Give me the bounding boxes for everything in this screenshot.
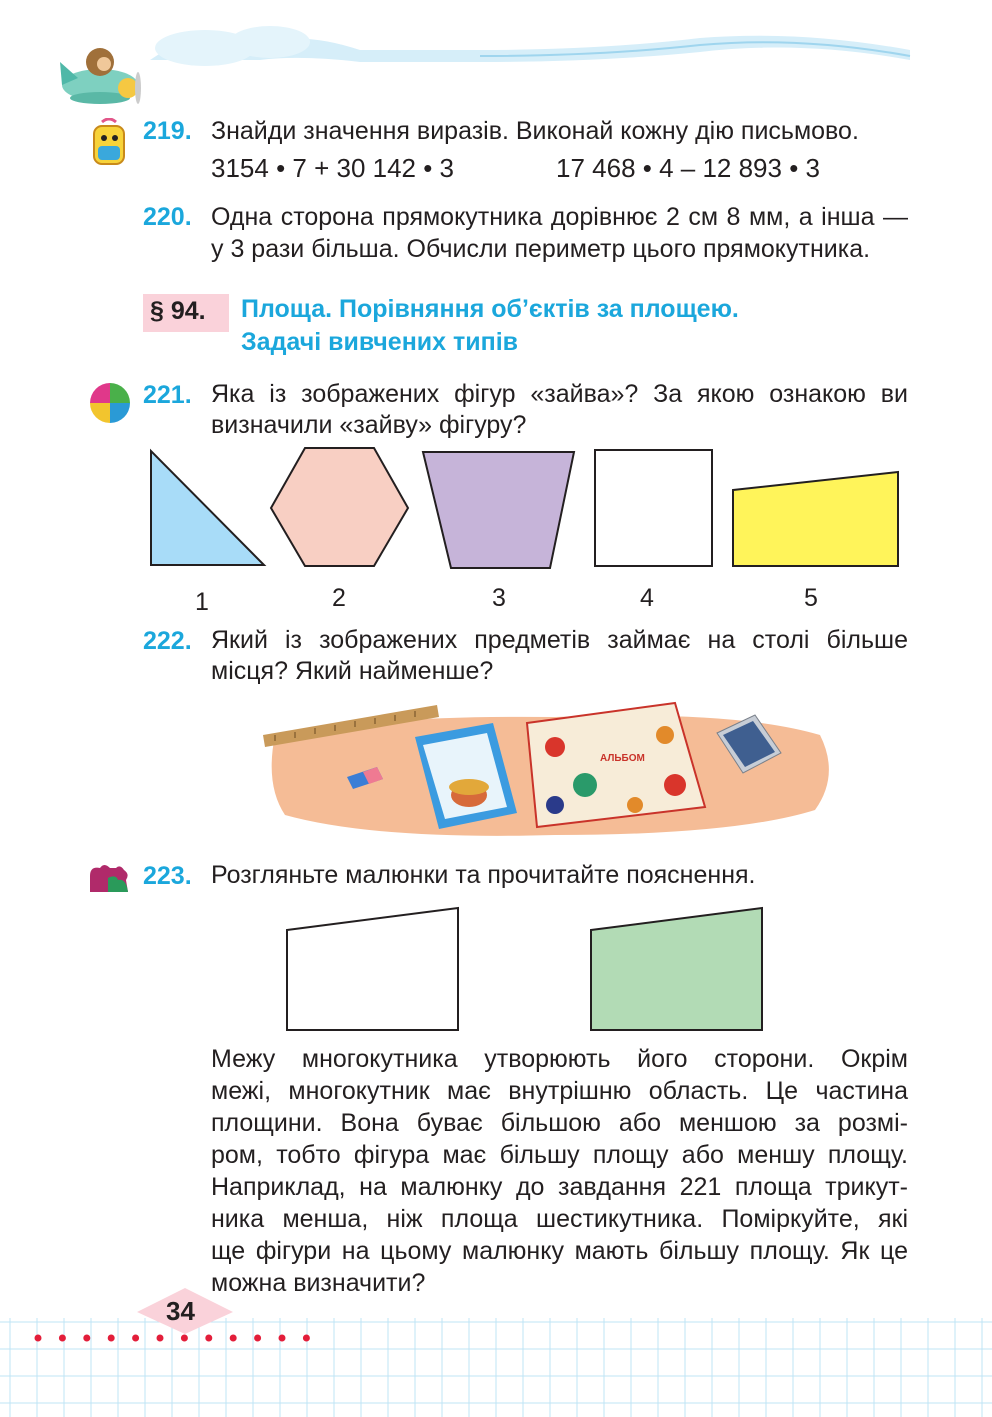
puzzle-piece-icon [86,862,132,896]
exercise-text: Одна сторона прямокутника дорівнює 2 см 8 мм, а інша — [211,203,908,231]
figure-label: 1 [195,588,209,616]
explanation-line: межі, многокутник має внутрішню область. Це частина [211,1077,908,1105]
section-number: § 94. [150,297,206,325]
svg-text:АЛЬБОМ: АЛЬБОМ [600,753,645,764]
math-expression: 3154 • 7 + 30 142 • 3 [211,153,455,183]
exercise-number: 223. [143,862,192,890]
red-dot [59,1335,66,1342]
exercise-text: Яка із зображених фігур «зайва»? За якою ознакою ви [211,380,908,408]
red-dot [303,1335,310,1342]
trapezoid-shape [423,452,574,568]
explanation-paragraph [211,1043,908,1299]
exercise-text: у 3 рази більша. Обчисли периметр цього прямокутника. [211,235,871,263]
exercise-number: 219. [143,117,192,145]
figure-label: 4 [640,584,654,612]
red-dot [108,1335,115,1342]
quadrilateral-shape [733,472,898,566]
exercise-text: Розгляньте малюнки та прочитайте пояснення. [211,861,756,889]
explanation-line: Наприклад, на малюнку до завдання 221 площа трикут- [211,1173,908,1201]
exercise-text: визначили «зайву» фігуру? [211,411,527,439]
exercise-text: місця? Який найменше? [211,657,494,685]
explanation-line: ще фігури на цьому малюнку мають більшу площу. Як це [211,1237,908,1265]
backpack-icon [88,118,130,168]
exercise-text: Який із зображених предметів займає на столі більше [211,626,908,654]
triangle-shape [151,451,264,565]
page-number: 34 [166,1296,195,1326]
airplane-hedgehog-icon [60,48,141,104]
explanation-line: площини. Вона буває більшою або меншою за розмі- [211,1109,908,1137]
section-title: Задачі вивчених типів [241,328,519,356]
explanation-line: ника менша, ніж площа шестикутника. Поміркуйте, які [211,1205,908,1233]
red-dot [83,1335,90,1342]
explanation-line: Межу многокутника утворюють його сторони. Окрім [211,1045,908,1073]
shapes-figure [140,440,910,580]
outline-quadrilateral [287,908,458,1030]
section-title: Площа. Порівняння об’єктів за площею. [241,295,739,323]
red-dot [35,1335,42,1342]
cloud-right [230,26,310,58]
header-decoration [0,0,992,130]
explanation-line: ром, тобто фігура має більшу площу або меншу площу. [211,1141,908,1169]
red-dot [279,1335,286,1342]
filled-quadrilateral [591,908,762,1030]
puzzle-ball-icon [88,381,132,425]
figure-label: 5 [804,584,818,612]
album-icon [527,703,705,827]
red-dot [254,1335,261,1342]
exercise-number: 220. [143,203,192,231]
hexagon-shape [271,448,408,566]
exercise-text: Знайди значення виразів. Виконай кожну дію письмово. [211,117,859,145]
square-shape [595,450,712,566]
desk-illustration [255,695,835,845]
exercise-number: 221. [143,381,192,409]
comparison-figure [280,900,770,1035]
explanation-line: можна визначити? [211,1269,426,1297]
math-expression: 17 468 • 4 – 12 893 • 3 [556,153,820,183]
figure-label: 2 [332,584,346,612]
exercise-number: 222. [143,627,192,655]
figure-label: 3 [492,584,506,612]
